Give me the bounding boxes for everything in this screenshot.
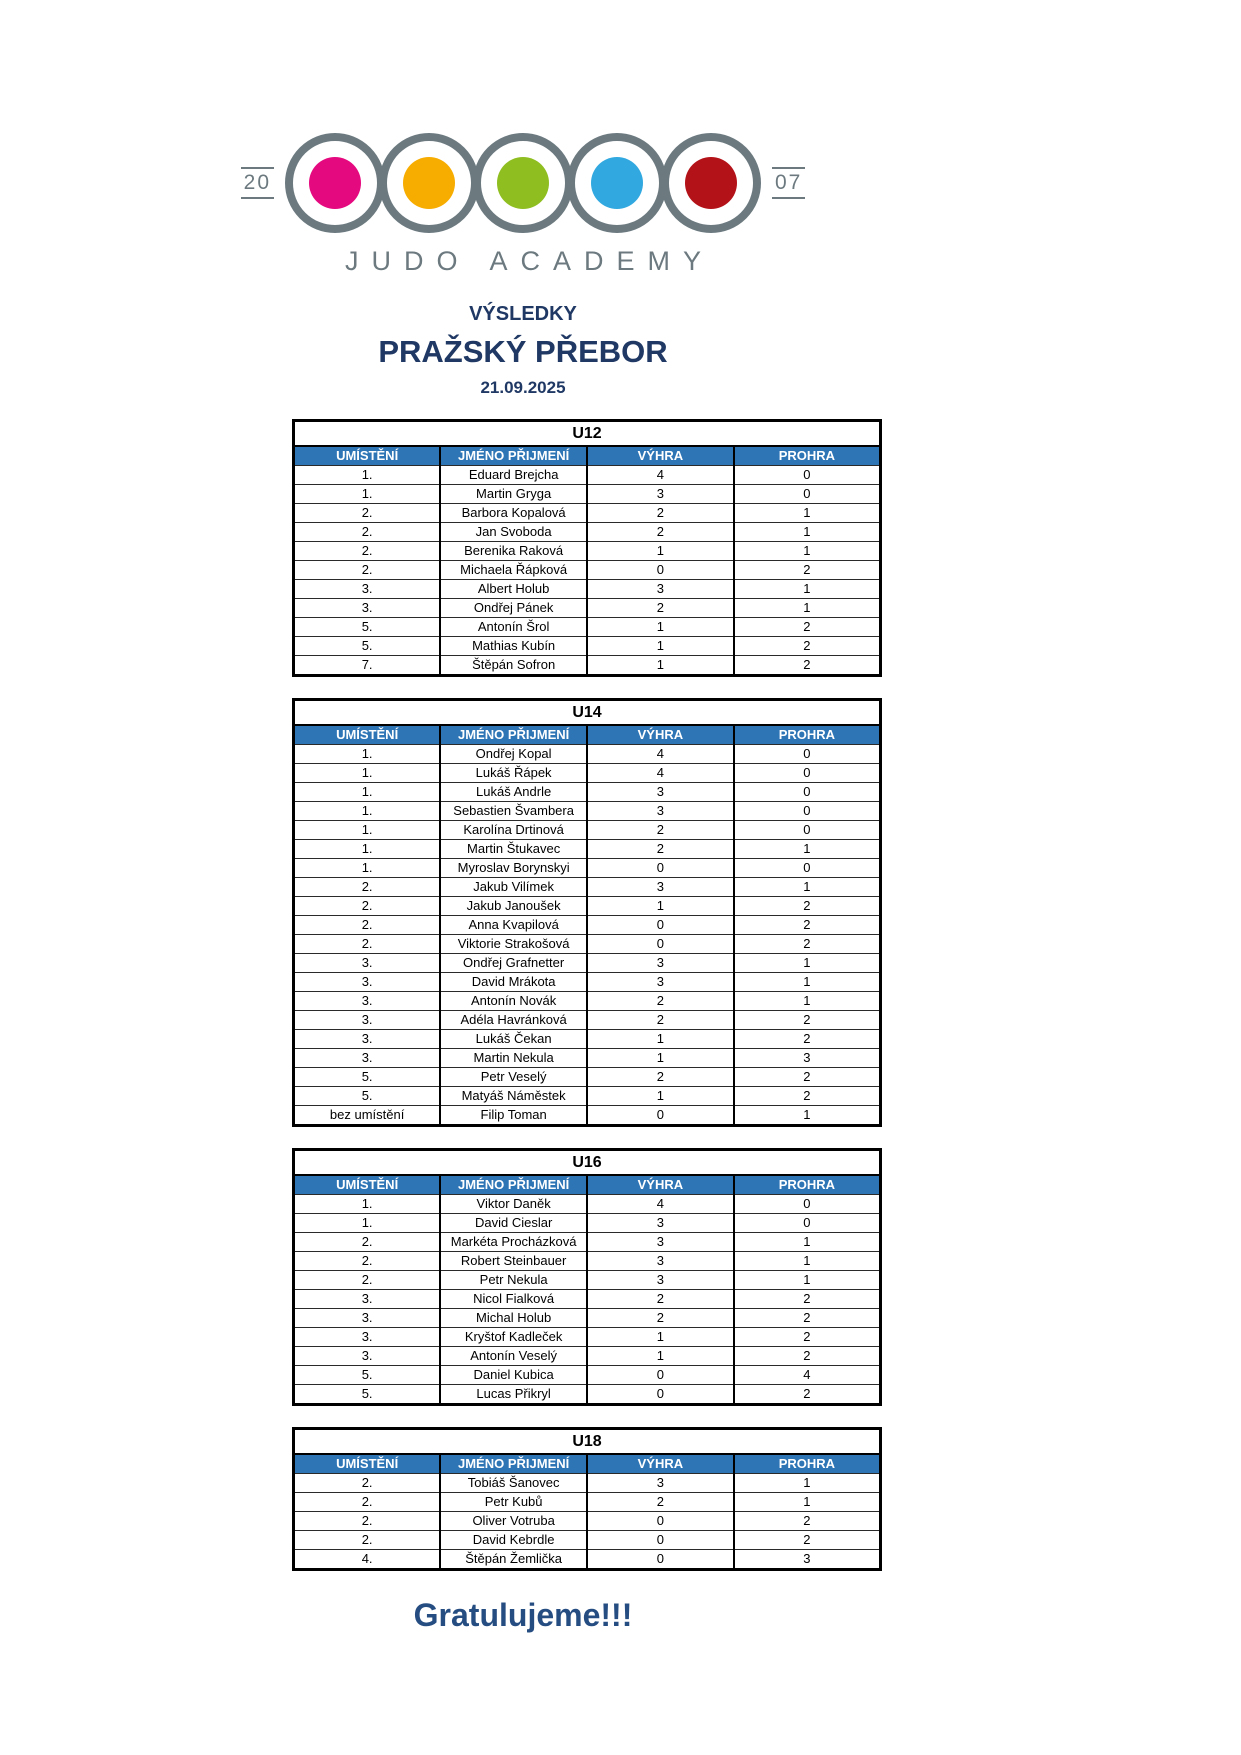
- logo-year-left-label: 20: [241, 167, 274, 198]
- wins-cell: 3: [587, 1233, 734, 1252]
- logo-circle-icon: [285, 133, 385, 233]
- table-row: [294, 840, 881, 859]
- placement-cell: 5.: [294, 1068, 441, 1087]
- wins-cell: 2: [587, 1290, 734, 1309]
- placement-cell: 3.: [294, 954, 441, 973]
- losses-cell: 1: [734, 1271, 881, 1290]
- name-cell: Markéta Procházková: [440, 1233, 587, 1252]
- category-title-row: [294, 1429, 881, 1455]
- column-header: VÝHRA: [587, 446, 734, 466]
- name-cell: Lukáš Andrle: [440, 783, 587, 802]
- congrats-message: Gratulujeme!!!: [413, 1597, 633, 1633]
- placement-cell: 4.: [294, 1550, 441, 1570]
- name-cell: Viktorie Strakošová: [440, 935, 587, 954]
- results-heading: VÝSLEDKY: [469, 303, 577, 325]
- name-cell: Lukáš Řápek: [440, 764, 587, 783]
- losses-cell: 2: [734, 1309, 881, 1328]
- table-row: [294, 859, 881, 878]
- wins-cell: 3: [587, 783, 734, 802]
- table-row: [294, 878, 881, 897]
- name-cell: Štěpán Sofron: [440, 656, 587, 676]
- losses-cell: 3: [734, 1550, 881, 1570]
- name-cell: Eduard Brejcha: [440, 466, 587, 485]
- table-row: [294, 954, 881, 973]
- wins-cell: 1: [587, 618, 734, 637]
- table-row: [294, 485, 881, 504]
- placement-cell: 2.: [294, 916, 441, 935]
- column-header: JMÉNO PŘIJMENÍ: [440, 1454, 587, 1474]
- name-cell: Ondřej Pánek: [440, 599, 587, 618]
- placement-cell: bez umístění: [294, 1106, 441, 1126]
- placement-cell: 5.: [294, 1366, 441, 1385]
- table-row: [294, 656, 881, 676]
- table-row: [294, 1531, 881, 1550]
- placement-cell: 5.: [294, 1385, 441, 1405]
- event-title: PRAŽSKÝ PŘEBOR: [378, 334, 668, 369]
- results-table-u18: [292, 1427, 882, 1571]
- column-header: UMÍSTĚNÍ: [294, 1454, 441, 1474]
- wins-cell: 1: [587, 656, 734, 676]
- placement-cell: 3.: [294, 599, 441, 618]
- placement-cell: 2.: [294, 1512, 441, 1531]
- wins-cell: 1: [587, 897, 734, 916]
- name-cell: Ondřej Grafnetter: [440, 954, 587, 973]
- losses-cell: 2: [734, 618, 881, 637]
- wins-cell: 3: [587, 1252, 734, 1271]
- name-cell: Adéla Havránková: [440, 1011, 587, 1030]
- losses-cell: 2: [734, 897, 881, 916]
- wins-cell: 2: [587, 1068, 734, 1087]
- losses-cell: 2: [734, 561, 881, 580]
- wins-cell: 2: [587, 821, 734, 840]
- losses-cell: 1: [734, 954, 881, 973]
- wins-cell: 1: [587, 542, 734, 561]
- logo-circle-icon: [473, 133, 573, 233]
- logo-year-right-label: 07: [772, 167, 805, 198]
- logo-circles-icon: [288, 133, 758, 233]
- placement-cell: 1.: [294, 783, 441, 802]
- name-cell: Lukáš Čekan: [440, 1030, 587, 1049]
- losses-cell: 1: [734, 1493, 881, 1512]
- losses-cell: 1: [734, 973, 881, 992]
- losses-cell: 3: [734, 1049, 881, 1068]
- losses-cell: 2: [734, 1328, 881, 1347]
- column-header: VÝHRA: [587, 1175, 734, 1195]
- wins-cell: 2: [587, 523, 734, 542]
- column-header: UMÍSTĚNÍ: [294, 1175, 441, 1195]
- placement-cell: 1.: [294, 840, 441, 859]
- name-cell: David Kebrdle: [440, 1531, 587, 1550]
- column-header: UMÍSTĚNÍ: [294, 725, 441, 745]
- placement-cell: 2.: [294, 878, 441, 897]
- table-row: [294, 466, 881, 485]
- column-header: PROHRA: [734, 446, 881, 466]
- name-cell: Petr Nekula: [440, 1271, 587, 1290]
- losses-cell: 2: [734, 916, 881, 935]
- losses-cell: 2: [734, 1512, 881, 1531]
- table-row: [294, 973, 881, 992]
- name-cell: Štěpán Žemlička: [440, 1550, 587, 1570]
- column-header: PROHRA: [734, 725, 881, 745]
- losses-cell: 0: [734, 802, 881, 821]
- table-row: [294, 1068, 881, 1087]
- table-row: [294, 783, 881, 802]
- wins-cell: 0: [587, 935, 734, 954]
- wins-cell: 1: [587, 1087, 734, 1106]
- table-row: [294, 1366, 881, 1385]
- column-header: PROHRA: [734, 1175, 881, 1195]
- table-row: [294, 618, 881, 637]
- table-row: [294, 1214, 881, 1233]
- wins-cell: 3: [587, 802, 734, 821]
- name-cell: David Mrákota: [440, 973, 587, 992]
- table-row: [294, 1512, 881, 1531]
- wins-cell: 3: [587, 1271, 734, 1290]
- losses-cell: 1: [734, 1252, 881, 1271]
- category-title: U18: [294, 1429, 881, 1455]
- name-cell: Martin Nekula: [440, 1049, 587, 1068]
- losses-cell: 2: [734, 656, 881, 676]
- name-cell: Myroslav Borynskyi: [440, 859, 587, 878]
- table-row: [294, 1347, 881, 1366]
- name-cell: Martin Štukavec: [440, 840, 587, 859]
- name-cell: Michal Holub: [440, 1309, 587, 1328]
- logo-circle-icon: [661, 133, 761, 233]
- name-cell: Matyáš Náměstek: [440, 1087, 587, 1106]
- column-header: VÝHRA: [587, 1454, 734, 1474]
- losses-cell: 0: [734, 485, 881, 504]
- placement-cell: 2.: [294, 935, 441, 954]
- wins-cell: 2: [587, 1011, 734, 1030]
- name-cell: Kryštof Kadleček: [440, 1328, 587, 1347]
- placement-cell: 2.: [294, 897, 441, 916]
- column-header: PROHRA: [734, 1454, 881, 1474]
- placement-cell: 1.: [294, 859, 441, 878]
- name-cell: Viktor Daněk: [440, 1195, 587, 1214]
- table-row: [294, 1550, 881, 1570]
- wins-cell: 1: [587, 1030, 734, 1049]
- losses-cell: 0: [734, 466, 881, 485]
- losses-cell: 1: [734, 878, 881, 897]
- losses-cell: 1: [734, 1474, 881, 1493]
- table-row: [294, 916, 881, 935]
- losses-cell: 0: [734, 783, 881, 802]
- name-cell: Petr Veselý: [440, 1068, 587, 1087]
- name-cell: Albert Holub: [440, 580, 587, 599]
- column-header: JMÉNO PŘIJMENÍ: [440, 1175, 587, 1195]
- table-row: [294, 1271, 881, 1290]
- wins-cell: 3: [587, 1214, 734, 1233]
- placement-cell: 1.: [294, 745, 441, 764]
- name-cell: Antonín Novák: [440, 992, 587, 1011]
- placement-cell: 2.: [294, 561, 441, 580]
- losses-cell: 2: [734, 1011, 881, 1030]
- wins-cell: 1: [587, 1347, 734, 1366]
- table-row: [294, 992, 881, 1011]
- table-row: [294, 802, 881, 821]
- placement-cell: 1.: [294, 485, 441, 504]
- losses-cell: 1: [734, 840, 881, 859]
- wins-cell: 3: [587, 580, 734, 599]
- table-row: [294, 561, 881, 580]
- name-cell: Petr Kubů: [440, 1493, 587, 1512]
- table-row: [294, 935, 881, 954]
- table-row: [294, 1087, 881, 1106]
- wins-cell: 2: [587, 1493, 734, 1512]
- placement-cell: 2.: [294, 523, 441, 542]
- placement-cell: 3.: [294, 1290, 441, 1309]
- placement-cell: 1.: [294, 1195, 441, 1214]
- table-row: [294, 523, 881, 542]
- name-cell: Oliver Votruba: [440, 1512, 587, 1531]
- category-title: U12: [294, 421, 881, 447]
- wins-cell: 2: [587, 992, 734, 1011]
- table-row: [294, 599, 881, 618]
- wins-cell: 3: [587, 485, 734, 504]
- table-row: [294, 542, 881, 561]
- results-table-u14: [292, 698, 882, 1127]
- name-cell: Anna Kvapilová: [440, 916, 587, 935]
- losses-cell: 2: [734, 1385, 881, 1405]
- name-cell: David Cieslar: [440, 1214, 587, 1233]
- losses-cell: 2: [734, 935, 881, 954]
- losses-cell: 2: [734, 1347, 881, 1366]
- results-table-u16: [292, 1148, 882, 1406]
- wins-cell: 0: [587, 1366, 734, 1385]
- placement-cell: 2.: [294, 542, 441, 561]
- wins-cell: 4: [587, 764, 734, 783]
- placement-cell: 5.: [294, 637, 441, 656]
- name-cell: Antonín Šrol: [440, 618, 587, 637]
- placement-cell: 2.: [294, 1271, 441, 1290]
- losses-cell: 2: [734, 1531, 881, 1550]
- losses-cell: 0: [734, 821, 881, 840]
- losses-cell: 2: [734, 1087, 881, 1106]
- losses-cell: 0: [734, 1214, 881, 1233]
- category-title-row: [294, 700, 881, 726]
- wins-cell: 4: [587, 466, 734, 485]
- placement-cell: 2.: [294, 1252, 441, 1271]
- losses-cell: 0: [734, 745, 881, 764]
- table-row: [294, 637, 881, 656]
- table-row: [294, 1252, 881, 1271]
- table-row: [294, 1328, 881, 1347]
- logo-dot-icon: [497, 157, 549, 209]
- column-header: UMÍSTĚNÍ: [294, 446, 441, 466]
- category-title: U14: [294, 700, 881, 726]
- placement-cell: 3.: [294, 580, 441, 599]
- column-header-row: [294, 725, 881, 745]
- column-header: VÝHRA: [587, 725, 734, 745]
- column-header: JMÉNO PŘIJMENÍ: [440, 446, 587, 466]
- wins-cell: 3: [587, 954, 734, 973]
- wins-cell: 0: [587, 1106, 734, 1126]
- losses-cell: 1: [734, 504, 881, 523]
- losses-cell: 2: [734, 1030, 881, 1049]
- losses-cell: 4: [734, 1366, 881, 1385]
- placement-cell: 2.: [294, 1474, 441, 1493]
- logo-circle-icon: [567, 133, 667, 233]
- wins-cell: 3: [587, 973, 734, 992]
- name-cell: Tobiáš Šanovec: [440, 1474, 587, 1493]
- wins-cell: 1: [587, 1328, 734, 1347]
- losses-cell: 0: [734, 859, 881, 878]
- name-cell: Barbora Kopalová: [440, 504, 587, 523]
- category-title-row: [294, 421, 881, 447]
- name-cell: Antonín Veselý: [440, 1347, 587, 1366]
- logo-circle-icon: [379, 133, 479, 233]
- losses-cell: 1: [734, 599, 881, 618]
- name-cell: Berenika Raková: [440, 542, 587, 561]
- table-row: [294, 821, 881, 840]
- wins-cell: 0: [587, 561, 734, 580]
- name-cell: Robert Steinbauer: [440, 1252, 587, 1271]
- placement-cell: 3.: [294, 1011, 441, 1030]
- table-row: [294, 1030, 881, 1049]
- judo-academy-logo: [0, 133, 1046, 233]
- placement-cell: 2.: [294, 1531, 441, 1550]
- placement-cell: 5.: [294, 618, 441, 637]
- placement-cell: 1.: [294, 1214, 441, 1233]
- wins-cell: 2: [587, 840, 734, 859]
- table-row: [294, 504, 881, 523]
- wins-cell: 0: [587, 1385, 734, 1405]
- category-title-row: [294, 1150, 881, 1176]
- table-row: [294, 1195, 881, 1214]
- name-cell: Ondřej Kopal: [440, 745, 587, 764]
- table-row: [294, 1011, 881, 1030]
- placement-cell: 1.: [294, 802, 441, 821]
- table-row: [294, 1493, 881, 1512]
- placement-cell: 1.: [294, 466, 441, 485]
- name-cell: Michaela Řápková: [440, 561, 587, 580]
- losses-cell: 2: [734, 637, 881, 656]
- placement-cell: 3.: [294, 1049, 441, 1068]
- placement-cell: 2.: [294, 504, 441, 523]
- name-cell: Sebastien Švambera: [440, 802, 587, 821]
- placement-cell: 2.: [294, 1233, 441, 1252]
- name-cell: Filip Toman: [440, 1106, 587, 1126]
- wins-cell: 0: [587, 1512, 734, 1531]
- logo-brand-text: JUDO ACADEMY: [344, 246, 715, 276]
- wins-cell: 3: [587, 1474, 734, 1493]
- wins-cell: 2: [587, 504, 734, 523]
- table-row: [294, 580, 881, 599]
- name-cell: Jakub Janoušek: [440, 897, 587, 916]
- placement-cell: 2.: [294, 1493, 441, 1512]
- logo-dot-icon: [309, 157, 361, 209]
- event-date: 21.09.2025: [480, 378, 566, 397]
- placement-cell: 1.: [294, 764, 441, 783]
- wins-cell: 0: [587, 859, 734, 878]
- losses-cell: 1: [734, 1106, 881, 1126]
- name-cell: Martin Gryga: [440, 485, 587, 504]
- column-header-row: [294, 1454, 881, 1474]
- table-row: [294, 1385, 881, 1405]
- losses-cell: 0: [734, 1195, 881, 1214]
- column-header: JMÉNO PŘIJMENÍ: [440, 725, 587, 745]
- wins-cell: 4: [587, 1195, 734, 1214]
- table-row: [294, 1233, 881, 1252]
- losses-cell: 1: [734, 1233, 881, 1252]
- wins-cell: 2: [587, 1309, 734, 1328]
- placement-cell: 3.: [294, 1328, 441, 1347]
- losses-cell: 1: [734, 580, 881, 599]
- logo-dot-icon: [685, 157, 737, 209]
- losses-cell: 0: [734, 764, 881, 783]
- name-cell: Daniel Kubica: [440, 1366, 587, 1385]
- losses-cell: 1: [734, 542, 881, 561]
- results-tables: [292, 419, 882, 1571]
- placement-cell: 3.: [294, 1309, 441, 1328]
- wins-cell: 2: [587, 599, 734, 618]
- placement-cell: 7.: [294, 656, 441, 676]
- losses-cell: 1: [734, 523, 881, 542]
- wins-cell: 3: [587, 878, 734, 897]
- placement-cell: 3.: [294, 1347, 441, 1366]
- losses-cell: 1: [734, 992, 881, 1011]
- name-cell: Lucas Přikryl: [440, 1385, 587, 1405]
- wins-cell: 1: [587, 1049, 734, 1068]
- wins-cell: 0: [587, 916, 734, 935]
- name-cell: Karolína Drtinová: [440, 821, 587, 840]
- table-row: [294, 1290, 881, 1309]
- column-header-row: [294, 446, 881, 466]
- category-title: U16: [294, 1150, 881, 1176]
- placement-cell: 3.: [294, 992, 441, 1011]
- table-row: [294, 1049, 881, 1068]
- name-cell: Jakub Vilímek: [440, 878, 587, 897]
- wins-cell: 0: [587, 1531, 734, 1550]
- logo-dot-icon: [403, 157, 455, 209]
- placement-cell: 5.: [294, 1087, 441, 1106]
- losses-cell: 2: [734, 1068, 881, 1087]
- name-cell: Mathias Kubín: [440, 637, 587, 656]
- document-header: [0, 0, 1046, 398]
- table-row: [294, 897, 881, 916]
- table-row: [294, 764, 881, 783]
- table-row: [294, 1474, 881, 1493]
- name-cell: Jan Svoboda: [440, 523, 587, 542]
- table-row: [294, 1309, 881, 1328]
- column-header-row: [294, 1175, 881, 1195]
- logo-dot-icon: [591, 157, 643, 209]
- wins-cell: 1: [587, 637, 734, 656]
- table-row: [294, 1106, 881, 1126]
- losses-cell: 2: [734, 1290, 881, 1309]
- wins-cell: 4: [587, 745, 734, 764]
- name-cell: Nicol Fialková: [440, 1290, 587, 1309]
- placement-cell: 1.: [294, 821, 441, 840]
- wins-cell: 0: [587, 1550, 734, 1570]
- table-row: [294, 745, 881, 764]
- results-table-u12: [292, 419, 882, 677]
- placement-cell: 3.: [294, 1030, 441, 1049]
- placement-cell: 3.: [294, 973, 441, 992]
